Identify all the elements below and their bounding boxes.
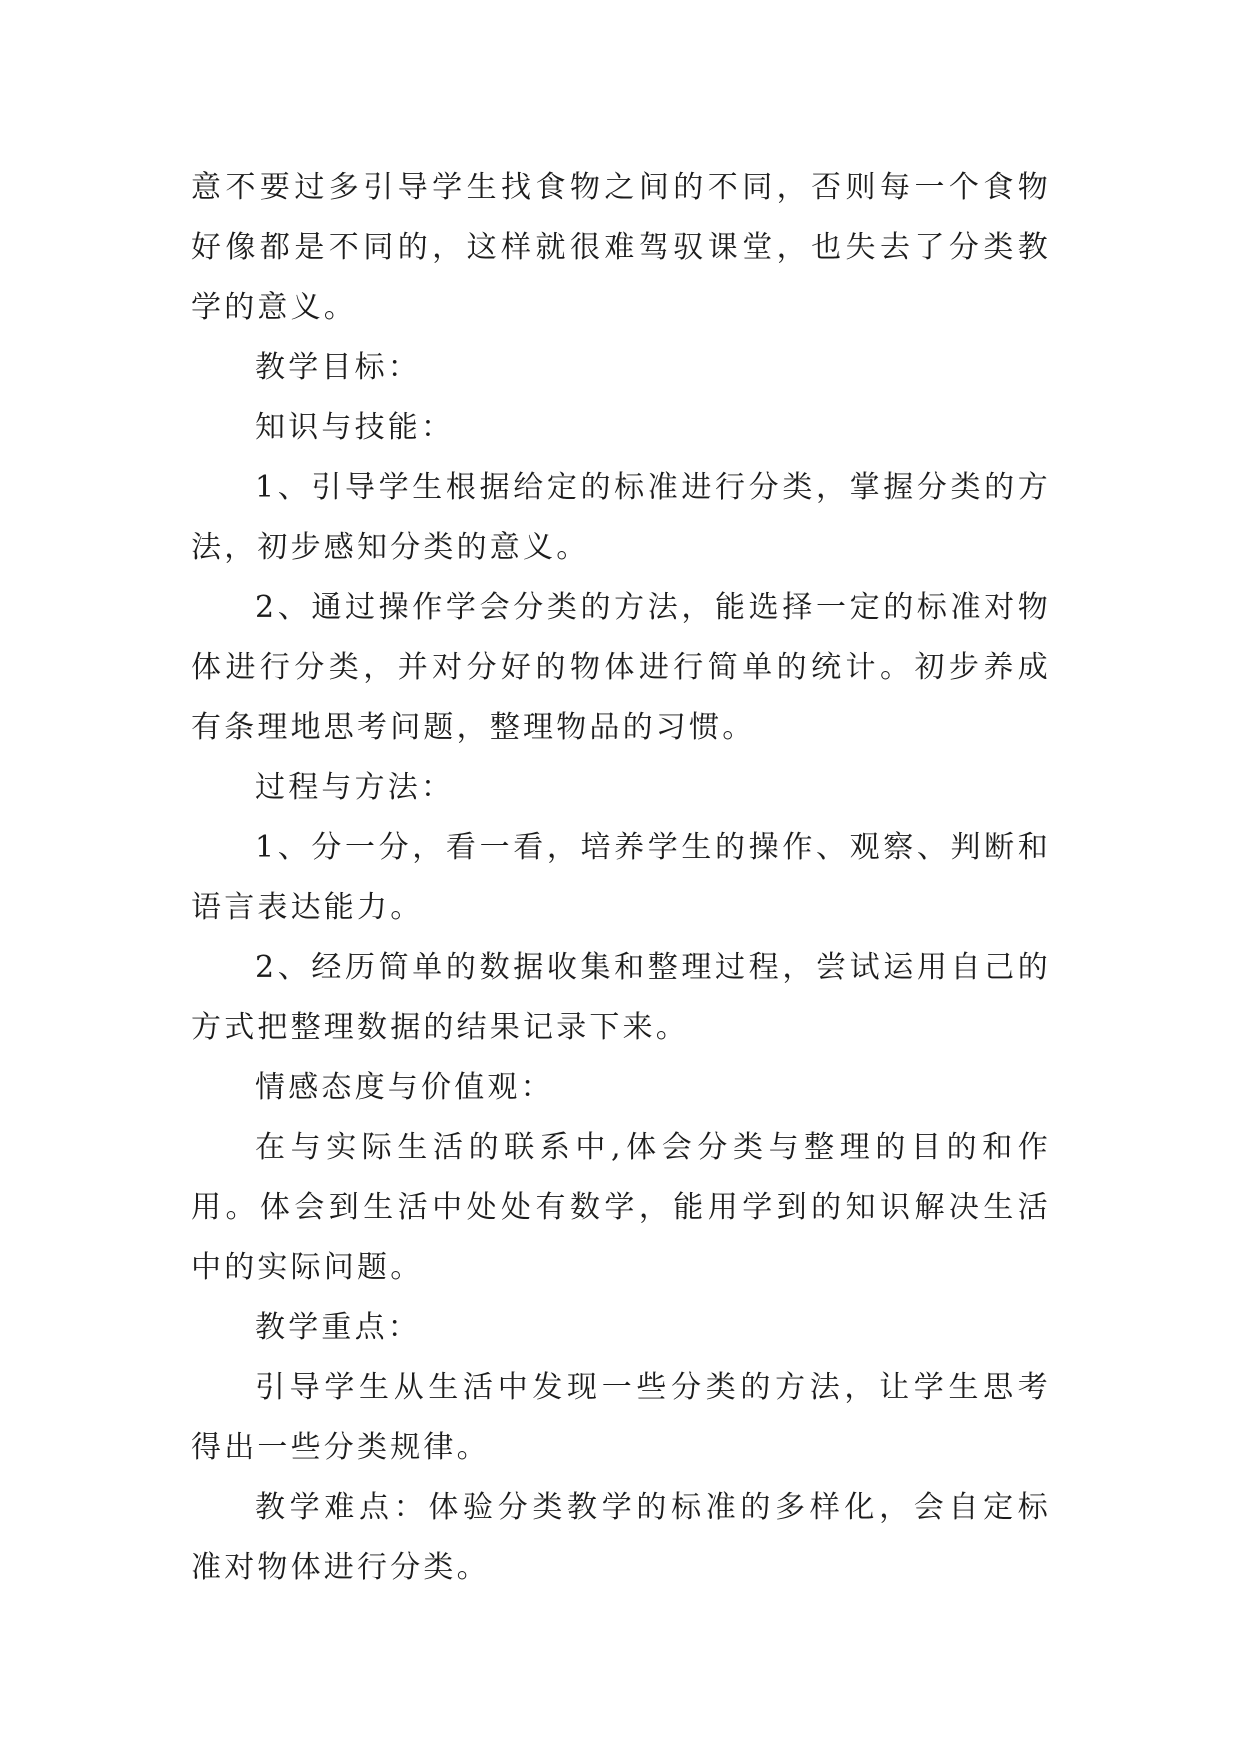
paragraph-key-points: 引导学生从生活中发现一些分类的方法，让学生思考得出一些分类规律。 <box>191 1370 1051 1465</box>
paragraph-process-2: 2、经历简单的数据收集和整理过程，尝试运用自己的方式把整理数据的结果记录下来。 <box>191 950 1051 1045</box>
heading-process-method: 过程与方法： <box>255 770 455 805</box>
document-body <box>191 158 1051 1598</box>
heading-key-points: 教学重点： <box>255 1310 421 1345</box>
heading-knowledge-skills: 知识与技能： <box>255 410 455 445</box>
heading-teaching-goals: 教学目标： <box>255 350 421 385</box>
paragraph-knowledge-2: 2、通过操作学会分类的方法，能选择一定的标准对物体进行分类，并对分好的物体进行简单的统计。初步养成有条理地思考问题，整理物品的习惯。 <box>191 590 1051 745</box>
paragraph-continuation: 意不要过多引导学生找食物之间的不同，否则每一个食物好像都是不同的，这样就很难驾驭课堂，也失去了分类教学的意义。 <box>191 170 1051 325</box>
paragraph-attitude: 在与实际生活的联系中,体会分类与整理的目的和作用。体会到生活中处处有数学，能用学到的知识解决生活中的实际问题。 <box>191 1130 1051 1285</box>
paragraph-difficulties: 教学难点：体验分类教学的标准的多样化，会自定标准对物体进行分类。 <box>191 1490 1051 1585</box>
heading-attitude-values: 情感态度与价值观： <box>255 1070 554 1105</box>
paragraph-knowledge-1: 1、引导学生根据给定的标准进行分类，掌握分类的方法，初步感知分类的意义。 <box>191 470 1051 565</box>
paragraph-process-1: 1、分一分，看一看，培养学生的操作、观察、判断和语言表达能力。 <box>191 830 1051 925</box>
